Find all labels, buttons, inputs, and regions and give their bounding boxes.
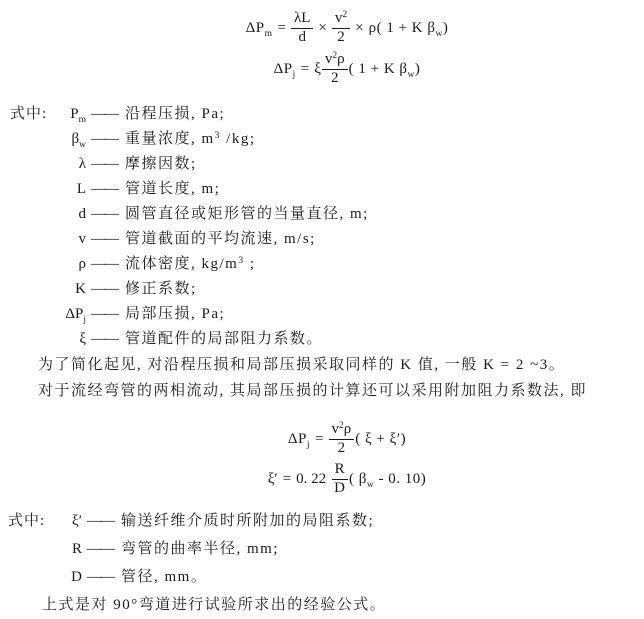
subscript: w bbox=[366, 479, 375, 490]
symbol-description bbox=[122, 127, 644, 152]
superscript: 2 bbox=[332, 51, 338, 62]
em-dash: —— bbox=[91, 231, 117, 247]
fraction-numerator: R bbox=[332, 461, 348, 479]
symbol-description: 管径, mm。 bbox=[121, 569, 208, 585]
symbol-definition-list-bottom bbox=[0, 507, 644, 591]
definition-row-v bbox=[10, 227, 644, 252]
velocity-symbol: v bbox=[334, 10, 343, 27]
fraction-denominator: 2 bbox=[337, 439, 346, 456]
fraction-numerator: λL bbox=[291, 10, 313, 28]
superscript: 2 bbox=[342, 10, 348, 21]
symbol: ρ bbox=[78, 256, 86, 272]
rho-symbol: ρ bbox=[343, 421, 352, 438]
paren-term: ( 1 + K β bbox=[348, 60, 408, 77]
em-dash: —— bbox=[91, 131, 117, 147]
formula-lhs: ξ′ bbox=[267, 470, 278, 487]
fraction-v2-rho-over-2 bbox=[329, 421, 355, 457]
subscript: w bbox=[435, 28, 443, 39]
symbol bbox=[52, 127, 86, 152]
subscript: m bbox=[78, 115, 86, 125]
desc-text: /kg; bbox=[220, 131, 256, 147]
xi-coefficient: ξ bbox=[314, 60, 321, 77]
symbol: d bbox=[78, 206, 86, 222]
symbol: K bbox=[75, 281, 86, 297]
delta-p-symbol: ΔP bbox=[287, 430, 307, 447]
subscript: w bbox=[79, 140, 86, 150]
symbol-description: 修正系数; bbox=[125, 281, 197, 297]
definition-row-xi-prime bbox=[8, 507, 644, 535]
desc-text: ; bbox=[244, 256, 256, 272]
em-dash: —— bbox=[87, 513, 113, 529]
symbol: λ bbox=[78, 156, 86, 172]
multiplication-sign: × bbox=[355, 19, 364, 36]
definition-row-lambda bbox=[10, 152, 644, 177]
symbol: ξ′ bbox=[72, 513, 82, 529]
definition-row-pj bbox=[10, 302, 644, 327]
symbol: D bbox=[71, 569, 82, 585]
definition-row-r bbox=[8, 535, 644, 563]
formula-local-pressure-loss bbox=[274, 49, 421, 89]
em-dash: —— bbox=[91, 256, 117, 272]
fraction-denominator: d bbox=[298, 28, 306, 45]
subscript: j bbox=[306, 439, 311, 450]
desc-text: 重量浓度, m bbox=[125, 131, 215, 147]
closing-sentence: 上式是对 90°弯道进行试验所求出的经验公式。 bbox=[42, 597, 387, 613]
delta-p-symbol: ΔP bbox=[245, 19, 265, 36]
definition-row-beta bbox=[10, 127, 644, 152]
symbol: L bbox=[76, 181, 86, 197]
superscript: 3 bbox=[214, 131, 221, 141]
definition-row-k bbox=[10, 277, 644, 302]
definition-row-d bbox=[10, 202, 644, 227]
symbol-description: 圆管直径或矩形管的当量直径, m; bbox=[125, 206, 369, 222]
symbol-description: 管道长度, m; bbox=[125, 181, 221, 197]
paragraph-bend-flow-note: 对于流经弯管的两相流动, 其局部压损的计算还可以采用附加阻力系数法, 即 bbox=[38, 383, 588, 399]
superscript: 3 bbox=[238, 256, 245, 266]
em-dash: —— bbox=[91, 306, 117, 322]
subscript: w bbox=[407, 69, 415, 80]
fraction-v2-rho-over-2 bbox=[322, 51, 348, 87]
velocity-symbol: v bbox=[324, 51, 333, 68]
fraction-denominator: D bbox=[334, 479, 345, 496]
subscript: j bbox=[292, 69, 296, 80]
equals-sign: = bbox=[300, 60, 310, 77]
list-intro-label: 式中: bbox=[8, 513, 46, 529]
symbol: v bbox=[78, 231, 86, 247]
closing-paren: ) bbox=[414, 60, 421, 77]
equals-sign: = bbox=[282, 470, 292, 487]
symbol-description: 输送纤维介质时所附加的局阻系数; bbox=[121, 513, 375, 529]
rho-term: ρ( 1 + K β bbox=[368, 19, 436, 36]
formula-friction-pressure-loss bbox=[246, 0, 449, 49]
symbol-description bbox=[122, 252, 644, 277]
fraction-numerator bbox=[329, 421, 355, 439]
symbol: ξ bbox=[79, 331, 86, 347]
em-dash: —— bbox=[87, 541, 113, 557]
formula-lhs bbox=[246, 20, 273, 37]
symbol-description: 管道配件的局部阻力系数。 bbox=[125, 331, 324, 347]
symbol-base: β bbox=[71, 131, 80, 147]
definition-row-l bbox=[10, 177, 644, 202]
symbol-description: 管道截面的平均流速, m/s; bbox=[125, 231, 316, 247]
rho-symbol: ρ bbox=[337, 51, 345, 68]
symbol-base: ΔP bbox=[65, 306, 84, 322]
list-intro-label: 式中: bbox=[10, 106, 48, 122]
desc-text: 流体密度, kg/m bbox=[125, 256, 239, 272]
symbol: R bbox=[71, 541, 82, 557]
paren-term: ( β bbox=[349, 470, 367, 487]
fraction-numerator bbox=[322, 51, 348, 69]
velocity-symbol: v bbox=[331, 421, 339, 438]
symbol bbox=[52, 102, 86, 127]
formula-lhs bbox=[288, 431, 310, 448]
formula-rhs bbox=[349, 61, 421, 78]
symbol-description: 弯管的曲率半径, mm; bbox=[121, 541, 280, 557]
fraction-lambda-l-over-d bbox=[291, 10, 313, 46]
formula-rhs bbox=[369, 20, 449, 37]
formula-local-loss-additional bbox=[288, 419, 406, 459]
em-dash: —— bbox=[91, 181, 117, 197]
subscript: m bbox=[264, 28, 273, 39]
em-dash: —— bbox=[91, 206, 117, 222]
symbol-description: 摩擦因数; bbox=[125, 156, 197, 172]
symbol bbox=[52, 302, 86, 327]
fraction-r-over-d bbox=[331, 461, 348, 497]
em-dash: —— bbox=[87, 569, 113, 585]
definition-row-pm bbox=[10, 102, 644, 127]
equals-sign: = bbox=[315, 430, 324, 447]
fraction-denominator: 2 bbox=[331, 69, 339, 86]
em-dash: —— bbox=[91, 106, 117, 122]
fraction-v-squared-over-2 bbox=[332, 10, 350, 46]
superscript: 2 bbox=[339, 421, 344, 432]
multiplication-sign: × bbox=[318, 19, 327, 36]
definition-row-pipe-d bbox=[8, 563, 644, 591]
symbol-base: P bbox=[70, 106, 79, 122]
fraction-numerator bbox=[332, 10, 350, 28]
formula-lhs bbox=[274, 61, 296, 78]
symbol-description: 局部压损, Pa; bbox=[125, 306, 226, 322]
formula-rhs: ( ξ + ξ′) bbox=[355, 430, 407, 447]
paragraph-simplification-note: 为了简化起见, 对沿程压损和局部压损采取同样的 K 值, 一般 K = 2 ~3。 bbox=[38, 357, 566, 373]
em-dash: —— bbox=[91, 156, 117, 172]
symbol-definition-list-top bbox=[0, 102, 644, 352]
definition-row-xi bbox=[10, 327, 644, 352]
delta-p-symbol: ΔP bbox=[273, 60, 293, 77]
closing-paren: ) bbox=[442, 19, 449, 36]
formula-xi-prime bbox=[268, 459, 427, 499]
closing-paren: - 0. 10) bbox=[374, 470, 427, 487]
subscript: j bbox=[83, 315, 86, 325]
em-dash: —— bbox=[91, 331, 117, 347]
fraction-denominator: 2 bbox=[337, 28, 345, 45]
symbol-description: 沿程压损, Pa; bbox=[125, 106, 226, 122]
equals-sign: = bbox=[277, 19, 286, 36]
formula-rhs bbox=[349, 471, 426, 488]
definition-row-rho bbox=[10, 252, 644, 277]
em-dash: —— bbox=[91, 281, 117, 297]
coefficient: 0. 22 bbox=[296, 470, 327, 487]
